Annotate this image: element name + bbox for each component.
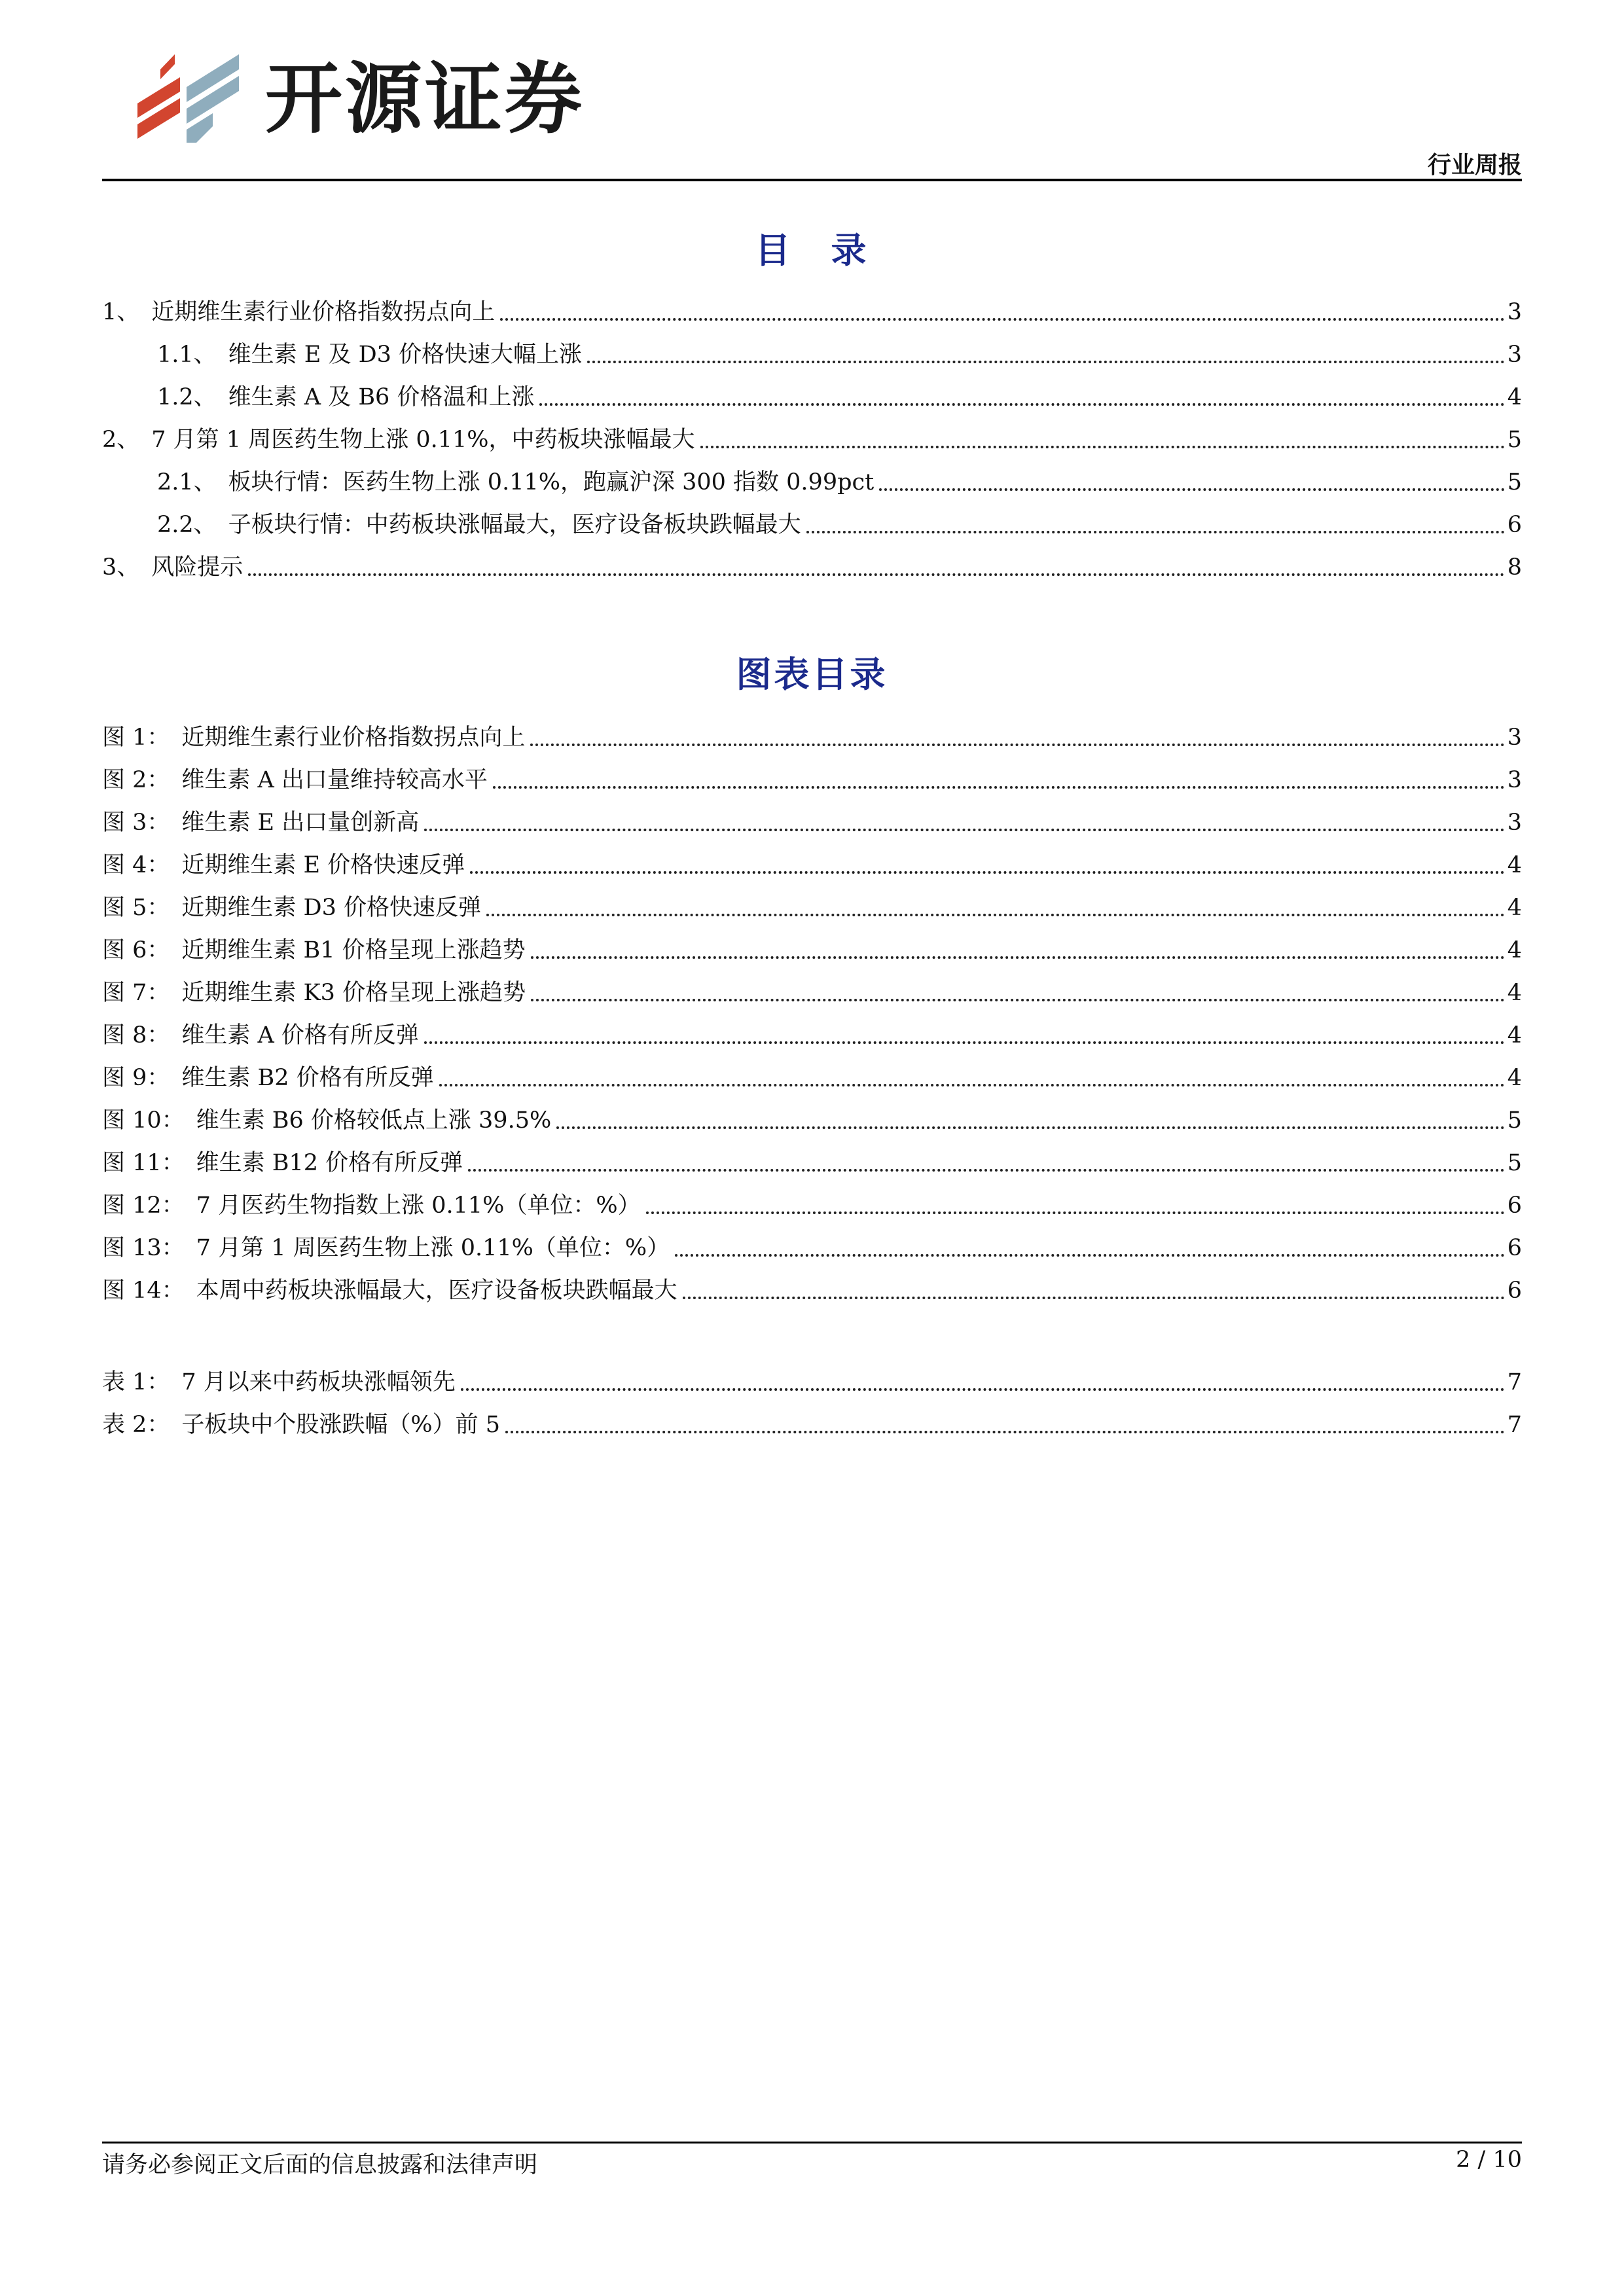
entry-number: 图 9： xyxy=(102,1065,170,1091)
footer-disclaimer: 请务必参阅正文后面的信息披露和法律声明 xyxy=(102,2152,538,2178)
dot-leader xyxy=(700,446,1505,448)
entry-page: 6 xyxy=(1507,1235,1522,1261)
entry-title: 维生素 A 及 B6 价格温和上涨 xyxy=(228,384,535,410)
dot-leader xyxy=(468,1169,1505,1172)
toc-entry[interactable] xyxy=(102,848,1522,880)
entry-number: 图 3： xyxy=(102,810,170,836)
toc-entry[interactable] xyxy=(157,337,1522,370)
entry-page: 3 xyxy=(1507,767,1522,793)
dot-leader xyxy=(505,1431,1505,1433)
entry-number: 图 6： xyxy=(102,937,170,963)
logo-mark-icon xyxy=(134,51,259,149)
entry-page: 7 xyxy=(1507,1412,1522,1438)
entry-page: 4 xyxy=(1507,1022,1522,1049)
entry-number: 2.1、 xyxy=(157,469,217,495)
entry-number: 图 14： xyxy=(102,1278,185,1304)
entry-title: 风险提示 xyxy=(151,554,244,581)
entry-title: 本周中药板块涨幅最大，医疗设备板块跌幅最大 xyxy=(196,1278,677,1304)
page-number: 2 / 10 xyxy=(1456,2147,1522,2173)
entry-page: 8 xyxy=(1507,554,1522,581)
brand-logo xyxy=(134,51,605,149)
entry-number: 图 1： xyxy=(102,725,170,751)
dot-leader xyxy=(248,573,1504,576)
toc-entry[interactable] xyxy=(102,1230,1522,1263)
figures-toc-title: 图表目录 xyxy=(736,653,888,695)
entry-page: 6 xyxy=(1507,512,1522,538)
entry-number: 图 5： xyxy=(102,895,170,921)
toc-entry[interactable] xyxy=(102,1018,1522,1050)
entry-page: 5 xyxy=(1507,1107,1522,1134)
dot-leader xyxy=(879,488,1505,491)
dot-leader xyxy=(531,999,1505,1001)
dot-leader xyxy=(486,914,1505,916)
entry-title: 近期维生素 B1 价格呈现上涨趋势 xyxy=(181,937,526,963)
entry-title: 子板块中个股涨跌幅（%）前 5 xyxy=(181,1412,501,1438)
entry-number: 1.2、 xyxy=(157,384,217,410)
entry-title: 子板块行情：中药板块涨幅最大，医疗设备板块跌幅最大 xyxy=(228,512,801,538)
toc-entry[interactable] xyxy=(102,295,1522,327)
entry-title: 板块行情：医药生物上涨 0.11%，跑赢沪深 300 指数 0.99pct xyxy=(228,469,875,495)
dot-leader xyxy=(424,829,1505,831)
entry-page: 3 xyxy=(1507,725,1522,751)
entry-number: 图 2： xyxy=(102,767,170,793)
toc-title: 目 录 xyxy=(755,229,869,271)
entry-title: 维生素 B2 价格有所反弹 xyxy=(181,1065,434,1091)
dot-leader xyxy=(439,1084,1505,1086)
footer-divider xyxy=(102,2142,1522,2144)
entry-title: 维生素 B6 价格较低点上涨 39.5% xyxy=(196,1107,552,1134)
toc-entry[interactable] xyxy=(102,933,1522,965)
dot-leader xyxy=(556,1126,1504,1129)
entry-title: 维生素 E 出口量创新高 xyxy=(181,810,420,836)
dot-leader xyxy=(531,956,1505,959)
entry-page: 7 xyxy=(1507,1369,1522,1395)
entry-title: 维生素 B12 价格有所反弹 xyxy=(196,1150,463,1176)
entry-number: 图 13： xyxy=(102,1235,185,1261)
entry-page: 4 xyxy=(1507,937,1522,963)
brand-name: 开源证券 xyxy=(265,54,585,144)
entry-page: 5 xyxy=(1507,427,1522,453)
entry-page: 5 xyxy=(1507,469,1522,495)
header-divider xyxy=(102,179,1522,181)
entry-title: 近期维生素 E 价格快速反弹 xyxy=(181,852,465,878)
entry-title: 7 月第 1 周医药生物上涨 0.11%（单位：%） xyxy=(196,1235,670,1261)
entry-number: 图 4： xyxy=(102,852,170,878)
entry-page: 3 xyxy=(1507,299,1522,325)
dot-leader xyxy=(539,403,1504,406)
dot-leader xyxy=(500,318,1504,321)
entry-title: 7 月以来中药板块涨幅领先 xyxy=(181,1369,456,1395)
toc-entry[interactable] xyxy=(102,805,1522,838)
toc-entry[interactable] xyxy=(102,1145,1522,1178)
toc-entry[interactable] xyxy=(102,550,1522,583)
toc-entry[interactable] xyxy=(157,380,1522,412)
entry-page: 4 xyxy=(1507,895,1522,921)
entry-title: 近期维生素 D3 价格快速反弹 xyxy=(181,895,481,921)
entry-number: 图 11： xyxy=(102,1150,185,1176)
dot-leader xyxy=(683,1297,1505,1299)
dot-leader xyxy=(646,1211,1505,1214)
entry-number: 图 7： xyxy=(102,980,170,1006)
dot-leader xyxy=(806,531,1505,533)
entry-number: 表 2： xyxy=(102,1412,170,1438)
dot-leader xyxy=(424,1041,1505,1044)
entry-number: 3、 xyxy=(102,554,140,581)
entry-page: 3 xyxy=(1507,342,1522,368)
toc-entry[interactable] xyxy=(102,1365,1522,1397)
entry-number: 图 12： xyxy=(102,1193,185,1219)
entry-title: 维生素 E 及 D3 价格快速大幅上涨 xyxy=(228,342,583,368)
toc-entry[interactable] xyxy=(102,975,1522,1008)
entry-page: 6 xyxy=(1507,1193,1522,1219)
toc-entry[interactable] xyxy=(157,507,1522,540)
toc-entry[interactable] xyxy=(102,720,1522,753)
dot-leader xyxy=(461,1388,1505,1391)
entry-page: 4 xyxy=(1507,384,1522,410)
dot-leader xyxy=(493,786,1505,789)
dot-leader xyxy=(530,744,1504,746)
dot-leader xyxy=(675,1254,1505,1257)
dot-leader xyxy=(470,871,1505,874)
toc-entry[interactable] xyxy=(102,1407,1522,1440)
entry-page: 5 xyxy=(1507,1150,1522,1176)
entry-number: 图 10： xyxy=(102,1107,185,1134)
dot-leader xyxy=(587,361,1505,363)
entry-title: 近期维生素行业价格指数拐点向上 xyxy=(151,299,496,325)
entry-page: 3 xyxy=(1507,810,1522,836)
entry-number: 图 8： xyxy=(102,1022,170,1049)
entry-title: 近期维生素 K3 价格呈现上涨趋势 xyxy=(181,980,526,1006)
entry-title: 维生素 A 出口量维持较高水平 xyxy=(181,767,488,793)
entry-number: 表 1： xyxy=(102,1369,170,1395)
entry-number: 1、 xyxy=(102,299,140,325)
entry-page: 4 xyxy=(1507,1065,1522,1091)
entry-title: 7 月第 1 周医药生物上涨 0.11%，中药板块涨幅最大 xyxy=(151,427,695,453)
toc-entry[interactable] xyxy=(102,1273,1522,1306)
toc-entry[interactable] xyxy=(102,1103,1522,1136)
entry-title: 维生素 A 价格有所反弹 xyxy=(181,1022,419,1049)
toc-entry[interactable] xyxy=(102,762,1522,795)
toc-entry[interactable] xyxy=(102,422,1522,455)
toc-entry[interactable] xyxy=(102,1060,1522,1093)
entry-number: 1.1、 xyxy=(157,342,217,368)
entry-number: 2.2、 xyxy=(157,512,217,538)
toc-entry[interactable] xyxy=(102,890,1522,923)
toc-entry[interactable] xyxy=(157,465,1522,497)
entry-page: 4 xyxy=(1507,852,1522,878)
entry-page: 6 xyxy=(1507,1278,1522,1304)
entry-page: 4 xyxy=(1507,980,1522,1006)
entry-number: 2、 xyxy=(102,427,140,453)
report-type: 行业周报 xyxy=(1427,151,1522,179)
entry-title: 近期维生素行业价格指数拐点向上 xyxy=(181,725,526,751)
toc-entry[interactable] xyxy=(102,1188,1522,1221)
entry-title: 7 月医药生物指数上涨 0.11%（单位：%） xyxy=(196,1193,641,1219)
